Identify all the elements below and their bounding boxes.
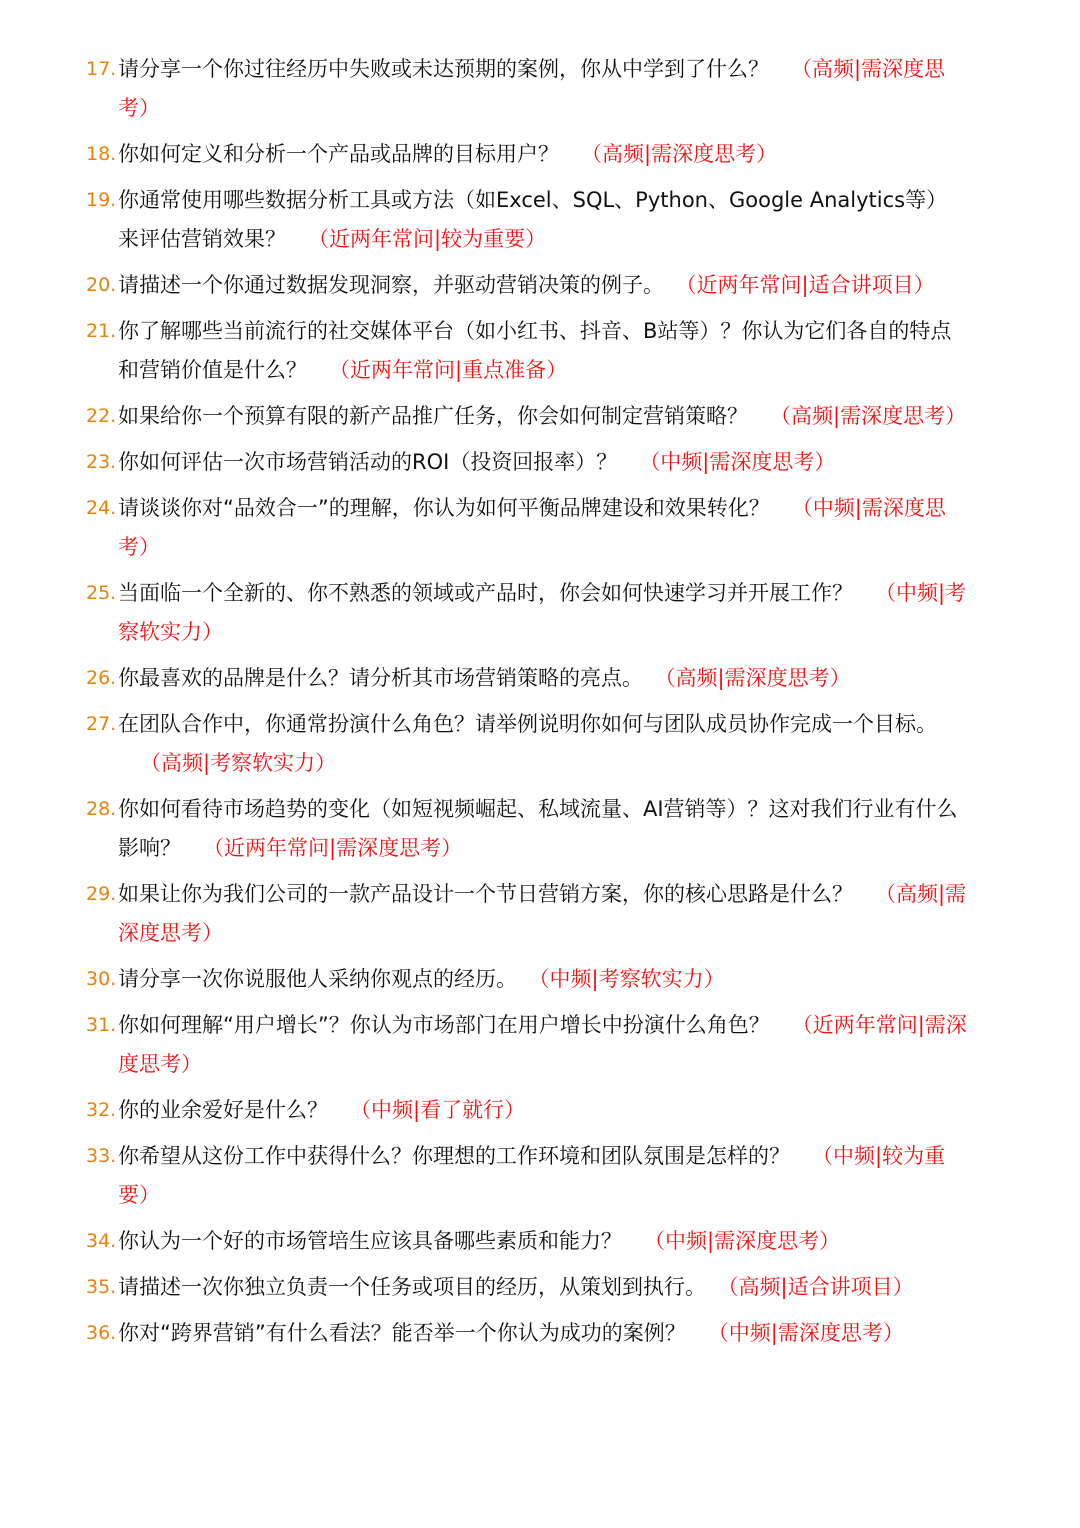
question-text: 你希望从这份工作中获得什么？你理想的工作环境和团队氛围是怎样的？ xyxy=(118,1144,790,1168)
question-number: 23. xyxy=(86,451,117,473)
question-tag: （中频|较为重要） xyxy=(118,1144,946,1207)
question-tag: （中频|考察软实力） xyxy=(118,581,967,644)
question-text: 请分享一次你说服他人采纳你观点的经历。 xyxy=(118,967,517,991)
question-number: 28. xyxy=(86,798,117,820)
question-item xyxy=(0,790,968,868)
question-item xyxy=(0,960,968,999)
question-number: 34. xyxy=(86,1230,117,1252)
question-number: 17. xyxy=(86,58,117,80)
question-number: 24. xyxy=(86,497,117,519)
question-number: 31. xyxy=(86,1014,117,1036)
question-number: 22. xyxy=(86,405,117,427)
question-tag: （近两年常问|需深度思考） xyxy=(118,1013,967,1076)
question-number: 35. xyxy=(86,1276,117,1298)
question-tag: （近两年常问|适合讲项目） xyxy=(686,273,935,297)
question-number: 21. xyxy=(86,320,117,342)
question-number: 27. xyxy=(86,713,117,735)
question-number: 26. xyxy=(86,667,117,689)
question-tag: （高频|需深度思考） xyxy=(770,404,967,428)
question-text: 你的业余爱好是什么？ xyxy=(118,1098,328,1122)
question-text: 你如何看待市场趋势的变化（如短视频崛起、私域流量、AI营销等）？这对我们行业有什么影响？ xyxy=(118,797,958,860)
question-text: 请分享一个你过往经历中失败或未达预期的案例，你从中学到了什么？ xyxy=(118,57,769,81)
question-item xyxy=(0,875,968,953)
question-tag: （中频|需深度思考） xyxy=(707,1321,904,1345)
question-tag: （近两年常问|需深度思考） xyxy=(203,836,463,860)
question-number: 33. xyxy=(86,1145,117,1167)
question-number: 20. xyxy=(86,274,117,296)
question-tag: （中频|需深度思考） xyxy=(644,1229,841,1253)
question-item xyxy=(0,659,968,698)
question-item xyxy=(0,1006,968,1084)
question-text: 如果给你一个预算有限的新产品推广任务，你会如何制定营销策略？ xyxy=(118,404,748,428)
question-list xyxy=(0,50,1080,1360)
question-text: 你认为一个好的市场管培生应该具备哪些素质和能力？ xyxy=(118,1229,622,1253)
question-tag: （近两年常问|较为重要） xyxy=(308,227,547,251)
question-item xyxy=(0,705,968,783)
question-item xyxy=(0,574,968,652)
question-tag: （近两年常问|重点准备） xyxy=(329,358,568,382)
question-text: 你最喜欢的品牌是什么？请分析其市场营销策略的亮点。 xyxy=(118,666,643,690)
question-item xyxy=(0,181,968,259)
question-tag: （高频|需深度思考） xyxy=(581,142,778,166)
question-number: 29. xyxy=(86,883,117,905)
question-item xyxy=(0,397,968,436)
question-tag: （中频|需深度思考） xyxy=(118,496,946,559)
question-number: 25. xyxy=(86,582,117,604)
question-text: 如果让你为我们公司的一款产品设计一个节日营销方案，你的核心思路是什么？ xyxy=(118,882,853,906)
question-item xyxy=(0,1268,968,1307)
question-tag: （高频|需深度思考） xyxy=(118,882,967,945)
question-number: 32. xyxy=(86,1099,117,1121)
question-text: 你如何定义和分析一个产品或品牌的目标用户？ xyxy=(118,142,559,166)
question-item xyxy=(0,135,968,174)
question-tag: （高频|适合讲项目） xyxy=(728,1275,914,1299)
question-tag: （高频|需深度思考） xyxy=(118,57,946,120)
question-text: 你如何理解“用户增长”？你认为市场部门在用户增长中扮演什么角色？ xyxy=(118,1013,770,1037)
question-text: 当面临一个全新的、你不熟悉的领域或产品时，你会如何快速学习并开展工作？ xyxy=(118,581,853,605)
question-text: 请描述一个你通过数据发现洞察，并驱动营销决策的例子。 xyxy=(118,273,664,297)
question-item xyxy=(0,489,968,567)
question-item xyxy=(0,1222,968,1261)
question-text: 在团队合作中，你通常扮演什么角色？请举例说明你如何与团队成员协作完成一个目标。 xyxy=(118,712,937,736)
question-text: 你通常使用哪些数据分析工具或方法（如Excel、SQL、Python、Google Analytics等）来评估营销效果？ xyxy=(118,188,948,251)
question-text: 请描述一次你独立负责一个任务或项目的经历，从策划到执行。 xyxy=(118,1275,706,1299)
question-item xyxy=(0,1314,968,1353)
question-item xyxy=(0,50,968,128)
question-number: 36. xyxy=(86,1322,117,1344)
question-number: 19. xyxy=(86,189,117,211)
question-text: 请谈谈你对“品效合一”的理解，你认为如何平衡品牌建设和效果转化？ xyxy=(118,496,770,520)
question-text: 你了解哪些当前流行的社交媒体平台（如小红书、抖音、B站等）？你认为它们各自的特点和营销价值是什么？ xyxy=(118,319,952,382)
question-tag: （中频|需深度思考） xyxy=(639,450,836,474)
question-tag: （高频|考察软实力） xyxy=(140,751,337,775)
question-item xyxy=(0,312,968,390)
question-tag: （高频|需深度思考） xyxy=(665,666,851,690)
question-item xyxy=(0,266,968,305)
question-item xyxy=(0,443,968,482)
question-number: 18. xyxy=(86,143,117,165)
question-text: 你如何评估一次市场营销活动的ROI（投资回报率）？ xyxy=(118,450,618,474)
question-tag: （中频|看了就行） xyxy=(350,1098,526,1122)
question-number: 30. xyxy=(86,968,117,990)
question-text: 你对“跨界营销”有什么看法？能否举一个你认为成功的案例？ xyxy=(118,1321,686,1345)
question-tag: （中频|考察软实力） xyxy=(539,967,725,991)
question-item xyxy=(0,1137,968,1215)
question-item xyxy=(0,1091,968,1130)
